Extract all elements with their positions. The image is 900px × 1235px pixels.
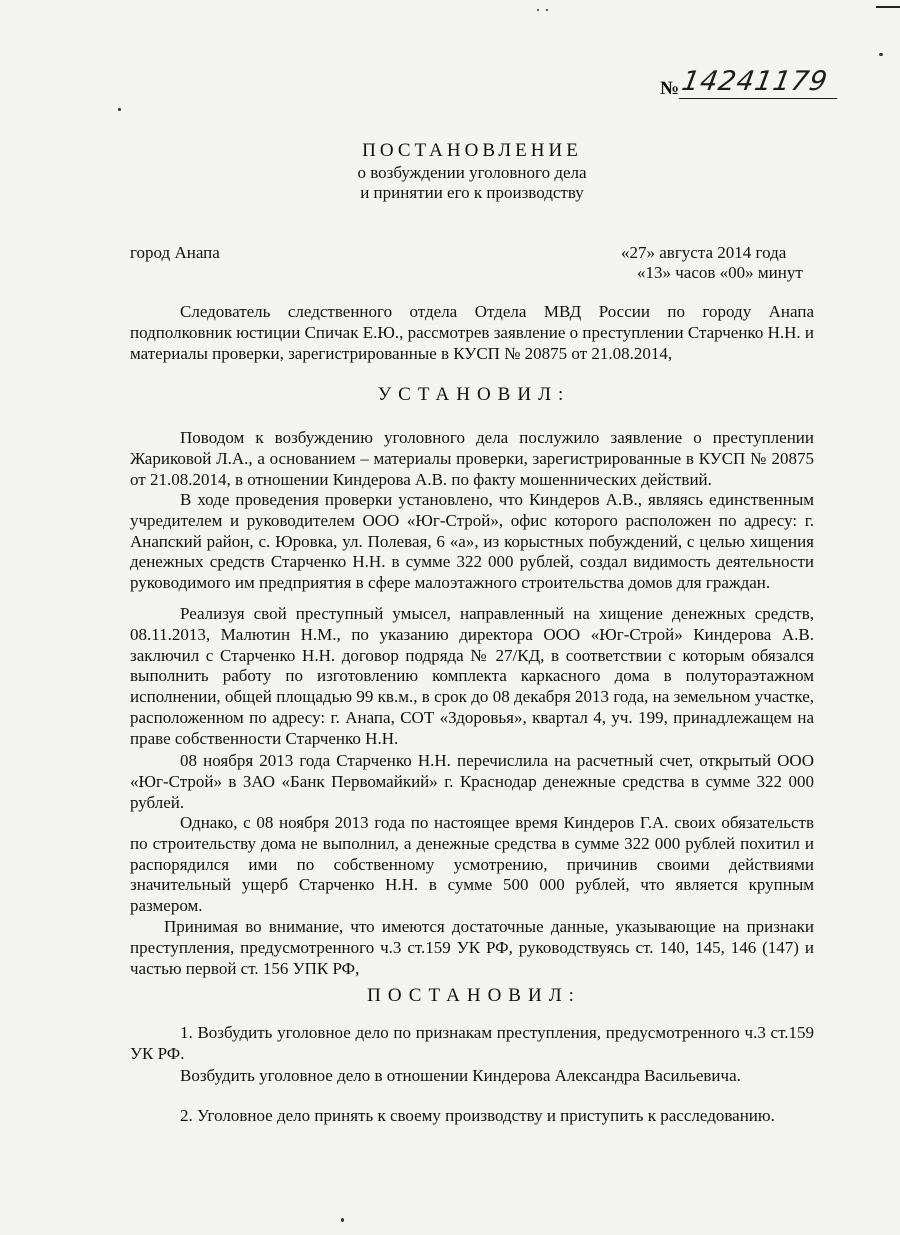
paragraph-investigation: В ходе проведения проверки установлено, что Киндеров А.В., являясь единственным учредителем и руководителем ООО «Юг-Строй», офис которого расположен по адресу: г. Анапский район, с. Юровка, ул. Полевая, 6 «а», из корыстных побуждений, с целью хищения денежных средств Старченко Н.Н. в сумме 322 000 рублей, создал видимость деятельности руководимого им предприятия в сфере малоэтажного строительства домов для граждан. xyxy=(130,490,814,593)
city: город Анапа xyxy=(130,243,220,262)
decision-item-1: 1. Возбудить уголовное дело по признакам преступления, предусмотренного ч.3 ст.159 УК РФ. xyxy=(130,1023,814,1063)
decision-item-1-subject: Возбудить уголовное дело в отношении Киндерова Александра Васильевича. xyxy=(180,1066,741,1085)
scan-speck xyxy=(118,108,121,111)
decision-item-2: 2. Уголовное дело принять к своему производству и приступить к расследованию. xyxy=(180,1106,775,1125)
scan-speck xyxy=(341,1218,344,1222)
document-subtitle-line2: и принятии его к производству xyxy=(360,183,584,202)
scan-speck xyxy=(537,9,539,11)
intro-paragraph: Следователь следственного отдела Отдела МВД России по городу Анапа подполковник юстиции Спичак Е.Ю., рассмотрев заявление о преступлении Старченко Н.Н. и материалы проверки, зарегистрированные в КУСП № 20875 от 21.08.2014, xyxy=(130,302,814,363)
number-label: № xyxy=(660,78,680,99)
handwritten-number: 14241179 xyxy=(679,66,843,99)
paragraph-reason: Поводом к возбуждению уголовного дела послужило заявление о преступлении Жариковой Л.А., а основанием – материалы проверки, зарегистрированные в КУСП № 20875 от 21.08.2014, в отношении Киндерова А.В. по факту мошеннических действий. xyxy=(130,428,814,489)
ustanovil-heading: УСТАНОВИЛ: xyxy=(377,384,571,405)
scan-speck xyxy=(546,9,548,11)
paragraph-damage: Однако, с 08 ноября 2013 года по настоящее время Киндеров Г.А. своих обязательств по строительству дома не выполнил, а денежные средства в сумме 322 000 рублей похитил и распорядился ими по собственному усмотрению, причинив своими действиями значительный ущерб Старченко Н.Н. в сумме 500 000 рублей, что является крупным размером. xyxy=(130,813,814,916)
document-title: ПОСТАНОВЛЕНИЕ xyxy=(362,140,582,161)
document-subtitle-line1: о возбуждении уголовного дела xyxy=(357,163,587,182)
postanovil-heading: ПОСТАНОВИЛ: xyxy=(367,985,581,1006)
document-time: «13» часов «00» минут xyxy=(637,263,803,282)
paragraph-contract: Реализуя свой преступный умысел, направленный на хищение денежных средств, 08.11.2013, Малютин Н.М., по указанию директора ООО «Юг-Строй» Киндерова А.В. заключил с Старченко Н.Н. договор подряда № 27/КД, в соответствии с которым обязался выполнить работу по изготовлению комплекта каркасного дома в полутораэтажном исполнении, общей площадью 99 кв.м., в срок до 08 декабря 2013 года, на земельном участке, расположенном по адресу: г. Анапа, СОТ «Здоровья», квартал 4, уч. 199, принадлежащем на праве собственности Старченко Н.Н. xyxy=(130,604,814,748)
paragraph-grounds: Принимая во внимание, что имеются достаточные данные, указывающие на признаки преступления, предусмотренного ч.3 ст.159 УК РФ, руководствуясь ст. 140, 145, 146 (147) и частью первой ст. 156 УПК РФ, xyxy=(130,917,814,978)
scan-speck xyxy=(879,53,883,56)
paragraph-payment: 08 ноября 2013 года Старченко Н.Н. перечислила на расчетный счет, открытый ООО «Юг-Строй» в ЗАО «Банк Первомайкий» г. Краснодар денежные средства в сумме 322 000 рублей. xyxy=(130,751,814,812)
scan-edge-mark xyxy=(876,6,900,8)
document-date: «27» августа 2014 года xyxy=(621,243,787,262)
